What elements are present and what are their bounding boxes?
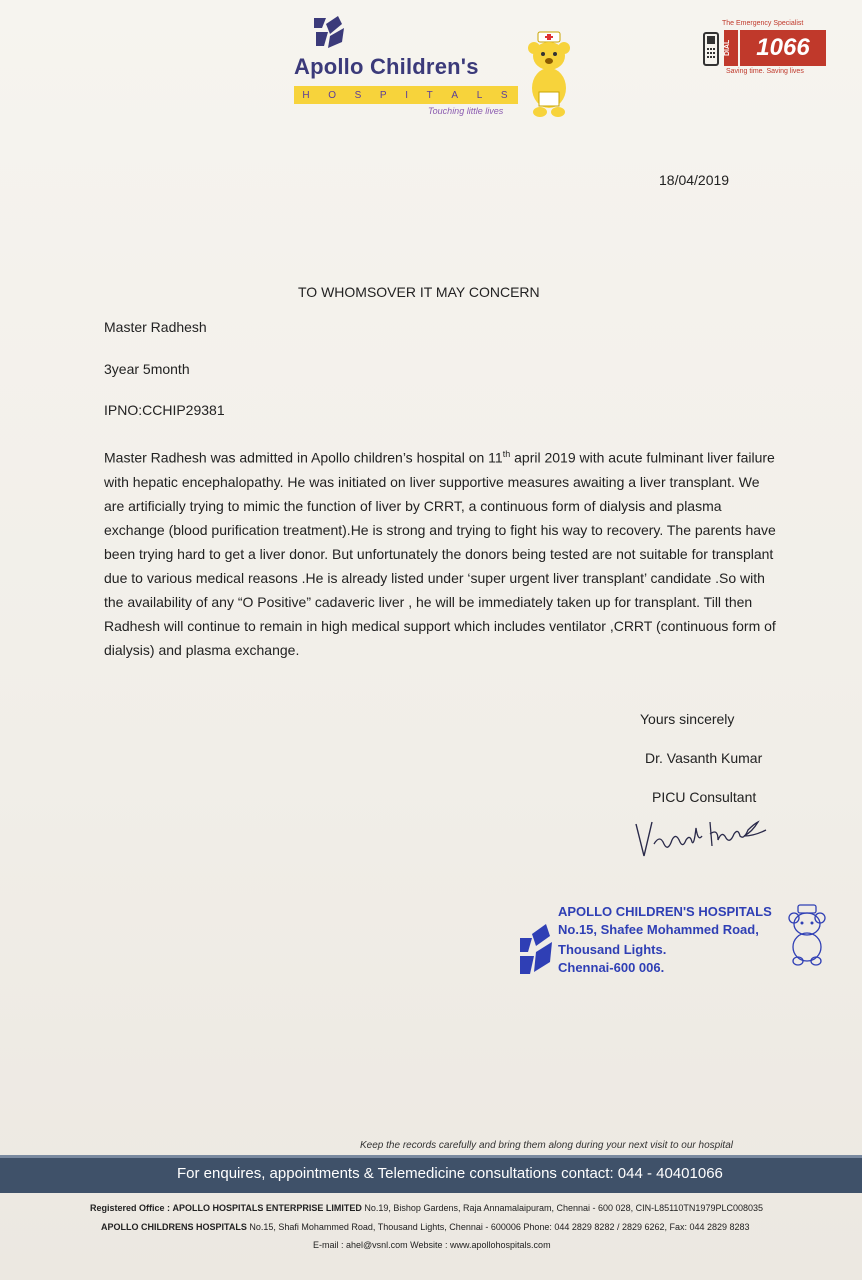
emergency-tagline: The Emergency Specialist [722, 20, 804, 27]
stamp-line-3: Thousand Lights. [558, 942, 667, 957]
apollo-mark-icon [312, 14, 348, 50]
letter-heading: TO WHOMSOVER IT MAY CONCERN [298, 284, 540, 300]
reg-address: No.19, Bishop Gardens, Raja Annamalaipuram, Chennai - 600 028, CIN-L85110TN1979PLC008035 [364, 1203, 763, 1213]
reg-company: APOLLO HOSPITALS ENTERPRISE LIMITED [172, 1203, 362, 1213]
body-text-start: Master Radhesh was admitted in Apollo children’s hospital on 11 [104, 449, 503, 466]
emergency-badge [700, 20, 828, 82]
branch-name: APOLLO CHILDRENS HOSPITALS [101, 1222, 247, 1232]
reg-label: Registered Office : [90, 1203, 171, 1213]
band-accent [0, 1155, 862, 1158]
hospitals-letter: I [405, 89, 411, 101]
patient-age: 3year 5month [104, 361, 190, 377]
stamp-bear-icon [786, 904, 828, 966]
patient-name: Master Radhesh [104, 319, 207, 335]
hospital-stamp [518, 904, 828, 984]
body-superscript: th [502, 449, 511, 459]
apollo-childrens-logo [292, 10, 582, 116]
ip-number: IPNO:CCHIP29381 [104, 402, 225, 418]
letter-date: 18/04/2019 [659, 172, 730, 188]
hospitals-letter: P [379, 89, 389, 101]
dial-label: DIAL [724, 30, 738, 66]
registered-office-line [90, 1203, 763, 1213]
contact-line: E-mail : ahel@vsnl.com Website : www.apollohospitals.com [313, 1240, 551, 1250]
stamp-line-2: No.15, Shafee Mohammed Road, [558, 922, 759, 937]
branch-line [101, 1222, 750, 1232]
brand-name: Apollo Children's [294, 54, 479, 79]
stamp-line-1: APOLLO CHILDREN'S HOSPITALS [558, 904, 772, 919]
body-text-rest: april 2019 with acute fulminant liver failure with hepatic encephalopathy. He was initiated on liver supportive measures awaiting a liver transplant. We are artificially trying to mimic the function of liver by CRRT, a continuous form of dialysis and plasma exchange (blood purification treatment).He is strong and trying to fight his way to recovery. The parents have been trying hard to get a liver donor. But unfortunately the donors being tested are not suitable for transplant due to various medical reasons .He is already listed under ‘super urgent liver transplant’ candidate .So with the availability of any “O Positive” cadaveric liver , he will be immediately taken up for transplant. Till then Radhesh will continue to remain in high medical support which includes ventilator ,CRRT (continuous form of dialysis) and plasma exchange. [104, 449, 776, 658]
hospitals-letter: O [328, 89, 338, 101]
branch-address: No.15, Shafi Mohammed Road, Thousand Lights, Chennai - 600006 Phone: 044 2829 8282 / 2829 6262, Fax: 044 2829 8283 [249, 1222, 750, 1232]
emergency-number: 1066 [740, 30, 826, 66]
tagline: Touching little lives [428, 106, 504, 116]
mobile-phone-icon [702, 32, 720, 66]
emergency-slogan: Saving time. Saving lives [726, 68, 804, 75]
contact-band-text: For enquires, appointments & Telemedicine consultations contact: 044 - 40401066 [177, 1165, 723, 1182]
closing: Yours sincerely [640, 711, 735, 727]
apollo-stamp-mark-icon [518, 918, 554, 976]
hospitals-letter: H [302, 89, 312, 101]
stamp-line-4: Chennai-600 006. [558, 960, 665, 975]
teddy-bear-icon [524, 30, 574, 120]
letter-body [104, 442, 779, 662]
doctor-title: PICU Consultant [652, 789, 757, 805]
hospitals-bar [294, 86, 518, 104]
hospitals-letter: T [426, 89, 435, 101]
hospitals-letter: S [500, 89, 510, 101]
doctor-name: Dr. Vasanth Kumar [645, 750, 763, 766]
handwritten-signature [632, 812, 782, 862]
hospitals-letter: L [476, 89, 485, 101]
hospitals-letter: A [451, 89, 461, 101]
contact-band [0, 1155, 862, 1193]
hospitals-letter: S [354, 89, 364, 101]
records-note: Keep the records carefully and bring them along during your next visit to our hospital [360, 1140, 733, 1151]
